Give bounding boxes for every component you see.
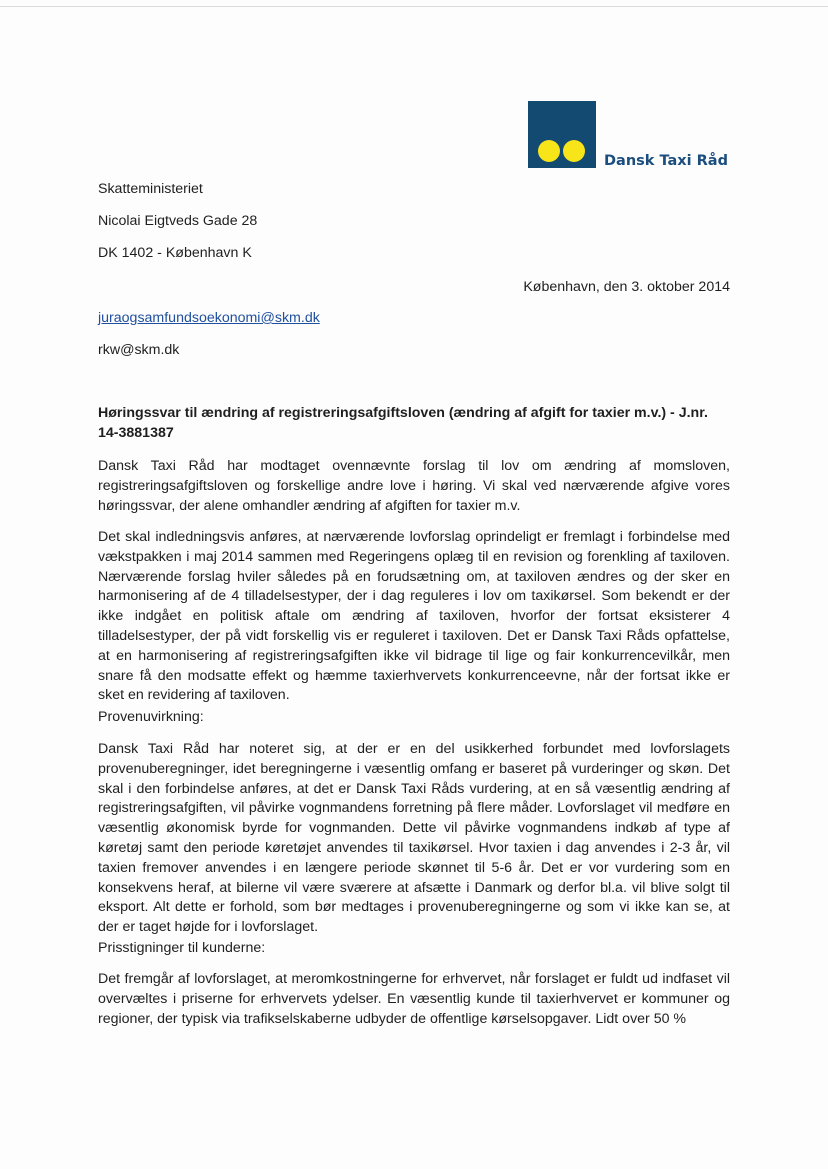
heading-prisstigninger: Prisstigninger til kunderne: xyxy=(98,940,266,956)
logo-square xyxy=(528,101,596,168)
page-top-edge xyxy=(0,6,828,7)
email-link-primary[interactable]: juraogsamfundsoekonomi@skm.dk xyxy=(98,310,320,326)
letter-date: København, den 3. oktober 2014 xyxy=(523,279,730,295)
paragraph-intro: Dansk Taxi Råd har modtaget ovennævnte forslag til lov om ændring af momsloven, registreringsafgiftsloven og forskellige andre love i høring. Vi skal ved nærværende afgive vores høringssvar, der alene omhandler ændring af afgiften for taxier m.v. xyxy=(98,458,730,514)
recipient-name: Skatteministeriet xyxy=(98,181,203,197)
paragraph-provenuvirkning: Dansk Taxi Råd har noteret sig, at der er en del usikkerhed forbundet med lovforslagets provenuberegninger, idet beregningerne i væsentlig omfang er baseret på vurderinger og skøn. Det skal i den forbindelse anføres, at det er Dansk Taxi Råds vurdering, at en så væsentlig ændring af registreringsafgiften, vil påvirke vognmandens forretning på flere måder. Lovforslaget vil medføre en væsentlig økonomisk byrde for vognmanden. Dette vil påvirke vognmandens indkøb af type af køretøj samt den periode køretøjet anvendes til taxikørsel. Hvor taxien i dag anvendes i 2-3 år, vil taxien fremover anvendes i en længere periode skønnet til 5-6 år. Det er vor vurdering som en konsekvens heraf, at bilerne vil være sværere at afsætte i Danmark og derfor bl.a. vil blive solgt til eksport. Alt dette er forhold, som bør medtages i provenuberegningerne og som vi ikke kan se, at der er taget højde for i lovforslaget. xyxy=(98,741,730,936)
heading-provenuvirkning: Provenuvirkning: xyxy=(98,709,204,725)
logo-name: Dansk Taxi Råd xyxy=(604,153,728,169)
logo-dot-left xyxy=(538,140,560,162)
paragraph-background: Det skal indledningsvis anføres, at nærværende lovforslag oprindeligt er fremlagt i forbindelse med vækstpakken i maj 2014 sammen med Regeringens oplæg til en revision og forenkling af taxiloven. Nærværende forslag hviler således på en forudsætning om, at taxiloven ændres og der sker en harmonisering af de 4 tilladelsestyper, der i dag reguleres i lov om taxikørsel. Som bekendt er der ikke indgået en politisk aftale om ændring af taxiloven, hvorfor der fortsat eksisterer 4 tilladelsestyper, der på vidt forskellig vis er reguleret i taxiloven. Det er Dansk Taxi Råds opfattelse, at en harmonisering af registreringsafgiften ikke vil bidrage til lige og fair konkurrencevilkår, men snare få den modsatte effekt og hæmme taxierhvervets konkurrenceevne, når der fortsat ikke er sket en revidering af taxiloven. xyxy=(98,529,730,704)
letter-subject: Høringssvar til ændring af registreringsafgiftsloven (ændring af afgift for taxier m.v.) - J.nr. 14-3881387 xyxy=(98,405,708,441)
email-secondary: rkw@skm.dk xyxy=(98,342,180,358)
logo-dot-right xyxy=(563,140,585,162)
recipient-street: Nicolai Eigtveds Gade 28 xyxy=(98,213,258,229)
recipient-city: DK 1402 - København K xyxy=(98,245,252,261)
paragraph-prisstigninger: Det fremgår af lovforslaget, at meromkostningerne for erhvervet, når forslaget er fuldt ud indfaset vil overvæltes i priserne for erhvervets ydelser. En væsentlig kunde til taxierhvervet er kommuner og regioner, der typisk via trafikselskaberne udbyder de offentlige kørselsopgaver. Lidt over 50 % xyxy=(98,971,730,1027)
